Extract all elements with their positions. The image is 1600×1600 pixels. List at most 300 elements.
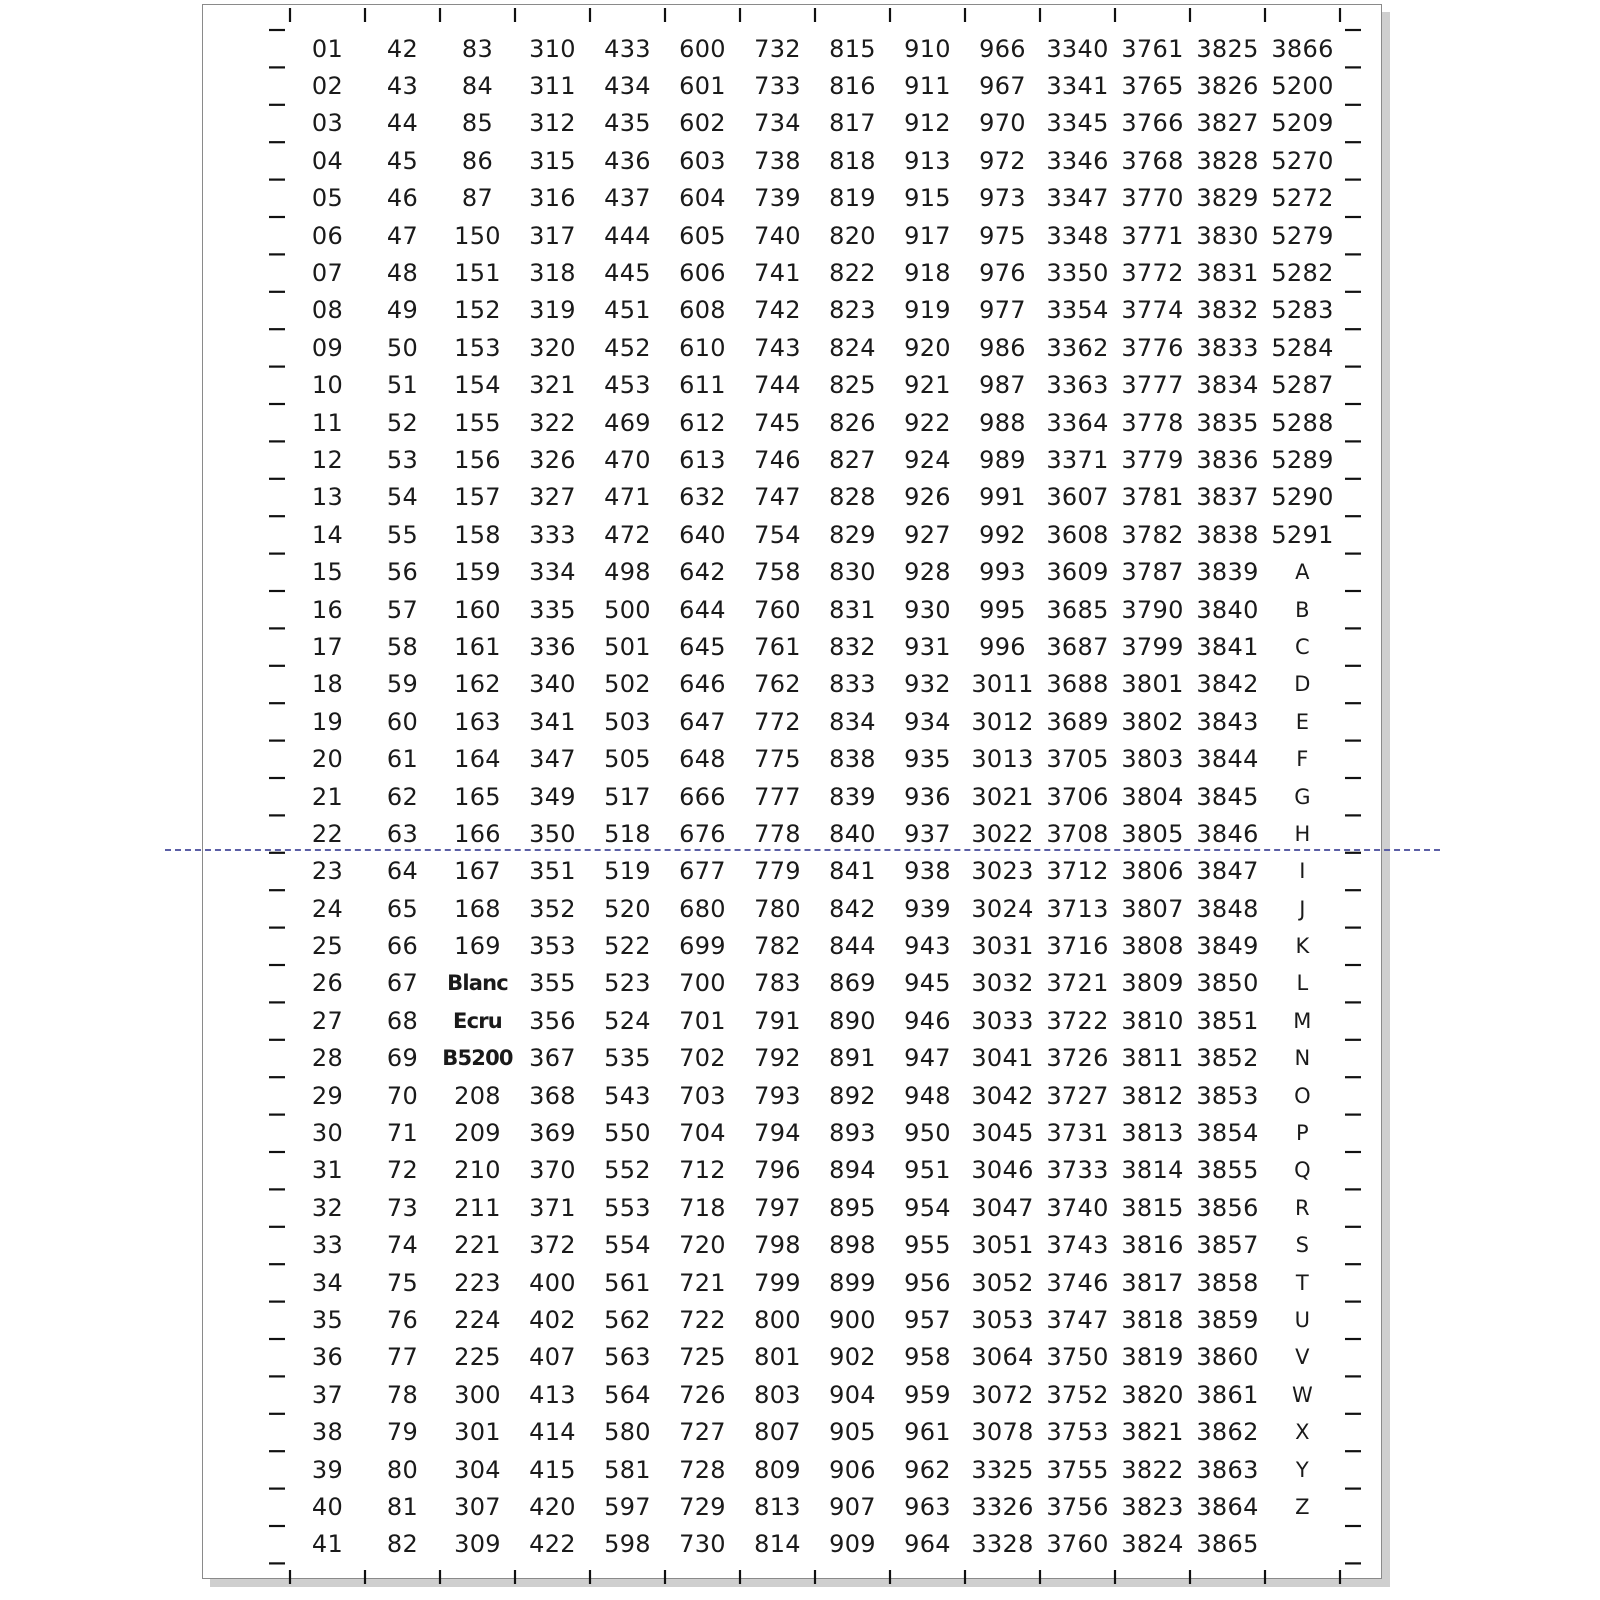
grid-cell: 3779 xyxy=(1121,445,1184,474)
grid-cell: 29 xyxy=(311,1081,344,1110)
grid-cell: 41 xyxy=(311,1530,344,1559)
grid-cell: 44 xyxy=(386,109,419,138)
grid-cell: 598 xyxy=(604,1530,651,1559)
grid-cell: 82 xyxy=(386,1530,419,1559)
grid-cell: 646 xyxy=(679,670,726,699)
grid-cell: 721 xyxy=(679,1268,726,1297)
grid-cell: 734 xyxy=(754,109,801,138)
grid-cell: 552 xyxy=(604,1156,651,1185)
grid-cell: 48 xyxy=(386,259,419,288)
grid-cell: 989 xyxy=(979,445,1026,474)
grid-cell: Z xyxy=(1295,1494,1310,1519)
grid-cell: 221 xyxy=(454,1231,501,1260)
grid-cell: 369 xyxy=(529,1119,576,1148)
grid-cell: 995 xyxy=(979,595,1026,624)
grid-cell: O xyxy=(1294,1083,1311,1108)
grid-cell: 3364 xyxy=(1046,408,1109,437)
grid-cell: 3820 xyxy=(1121,1380,1184,1409)
grid-cell: 522 xyxy=(604,932,651,961)
grid-cell: 40 xyxy=(311,1492,344,1521)
grid-cell: 3722 xyxy=(1046,1006,1109,1035)
grid-cell: 838 xyxy=(829,745,876,774)
grid-cell: 913 xyxy=(904,146,951,175)
grid-cell: 3746 xyxy=(1046,1268,1109,1297)
grid-cell: 581 xyxy=(604,1455,651,1484)
grid-cell: 453 xyxy=(604,371,651,400)
grid-cell: 904 xyxy=(829,1380,876,1409)
grid-cell: 320 xyxy=(529,333,576,362)
grid-cell: 945 xyxy=(904,969,951,998)
grid-cell: 743 xyxy=(754,333,801,362)
grid-cell: 502 xyxy=(604,670,651,699)
grid-cell: 580 xyxy=(604,1418,651,1447)
grid-cell: 372 xyxy=(529,1231,576,1260)
grid-cell: 161 xyxy=(454,632,501,661)
grid-cell: 927 xyxy=(904,520,951,549)
grid-cell: 349 xyxy=(529,782,576,811)
grid-cell: 932 xyxy=(904,670,951,699)
grid-cell: D xyxy=(1294,672,1311,697)
grid-cell: 81 xyxy=(386,1492,419,1521)
grid-cell: 3713 xyxy=(1046,894,1109,923)
grid-cell: 725 xyxy=(679,1343,726,1372)
grid-cell: 152 xyxy=(454,296,501,325)
grid-cell: 3765 xyxy=(1121,72,1184,101)
grid-cell: 3828 xyxy=(1196,146,1259,175)
grid-cell: 523 xyxy=(604,969,651,998)
grid-cell: 04 xyxy=(311,146,344,175)
grid-cell: 156 xyxy=(454,445,501,474)
grid-cell: 164 xyxy=(454,745,501,774)
grid-cell: 720 xyxy=(679,1231,726,1260)
grid-cell: 06 xyxy=(311,221,344,250)
grid-cell: 500 xyxy=(604,595,651,624)
grid-cell: 3837 xyxy=(1196,483,1259,512)
grid-cell: 742 xyxy=(754,296,801,325)
grid-cell: 3818 xyxy=(1121,1305,1184,1334)
grid-cell: 371 xyxy=(529,1193,576,1222)
grid-cell: 470 xyxy=(604,445,651,474)
grid-cell: 3821 xyxy=(1121,1418,1184,1447)
grid-cell: 3846 xyxy=(1196,819,1259,848)
grid-cell: 3823 xyxy=(1121,1492,1184,1521)
grid-cell: 3829 xyxy=(1196,184,1259,213)
grid-cell: 3812 xyxy=(1121,1081,1184,1110)
grid-cell: 813 xyxy=(754,1492,801,1521)
grid-cell: 3760 xyxy=(1046,1530,1109,1559)
grid-cell: 899 xyxy=(829,1268,876,1297)
grid-cell: 5284 xyxy=(1271,333,1334,362)
grid-cell: 647 xyxy=(679,707,726,736)
grid-cell: 3822 xyxy=(1121,1455,1184,1484)
grid-cell: 777 xyxy=(754,782,801,811)
grid-cell: 53 xyxy=(386,445,419,474)
grid-cell: 209 xyxy=(454,1119,501,1148)
grid-cell: 3022 xyxy=(971,819,1034,848)
grid-cell: 543 xyxy=(604,1081,651,1110)
grid-cell: 3836 xyxy=(1196,445,1259,474)
grid-cell: 157 xyxy=(454,483,501,512)
grid-cell: N xyxy=(1294,1046,1311,1071)
grid-cell: 800 xyxy=(754,1305,801,1334)
grid-cell: 700 xyxy=(679,969,726,998)
grid-cell: 632 xyxy=(679,483,726,512)
grid-cell: 928 xyxy=(904,558,951,587)
grid-cell: 400 xyxy=(529,1268,576,1297)
grid-cell: 892 xyxy=(829,1081,876,1110)
grid-cell: 3863 xyxy=(1196,1455,1259,1484)
grid-cell: 63 xyxy=(386,819,419,848)
grid-cell: 64 xyxy=(386,857,419,886)
grid-cell: 744 xyxy=(754,371,801,400)
grid-cell: 17 xyxy=(311,632,344,661)
grid-cell: 833 xyxy=(829,670,876,699)
grid-cell: 728 xyxy=(679,1455,726,1484)
grid-cell: 208 xyxy=(454,1081,501,1110)
grid-cell: 24 xyxy=(311,894,344,923)
grid-cell: 154 xyxy=(454,371,501,400)
grid-cell: 79 xyxy=(386,1418,419,1447)
grid-cell: E xyxy=(1295,709,1310,734)
grid-cell: 5282 xyxy=(1271,259,1334,288)
grid-cell: 86 xyxy=(461,146,494,175)
grid-cell: 340 xyxy=(529,670,576,699)
grid-cell: 5287 xyxy=(1271,371,1334,400)
grid-cell: 60 xyxy=(386,707,419,736)
grid-cell: Q xyxy=(1294,1158,1311,1183)
grid-cell: 905 xyxy=(829,1418,876,1447)
grid-cell: 918 xyxy=(904,259,951,288)
grid-cell: 733 xyxy=(754,72,801,101)
grid-cell: 3747 xyxy=(1046,1305,1109,1334)
grid-cell: 65 xyxy=(386,894,419,923)
grid-cell: 5290 xyxy=(1271,483,1334,512)
grid-cell: 819 xyxy=(829,184,876,213)
grid-cell: 45 xyxy=(386,146,419,175)
grid-cell: 23 xyxy=(311,857,344,886)
grid-cell: 936 xyxy=(904,782,951,811)
grid-cell: 3819 xyxy=(1121,1343,1184,1372)
grid-cell: 642 xyxy=(679,558,726,587)
grid-cell: 347 xyxy=(529,745,576,774)
grid-cell: 62 xyxy=(386,782,419,811)
grid-cell: 3825 xyxy=(1196,34,1259,63)
grid-cell: 501 xyxy=(604,632,651,661)
grid-cell: 3689 xyxy=(1046,707,1109,736)
grid-cell: 988 xyxy=(979,408,1026,437)
grid-cell: 11 xyxy=(311,408,344,437)
grid-cell: 3781 xyxy=(1121,483,1184,512)
grid-cell: 505 xyxy=(604,745,651,774)
grid-cell: 602 xyxy=(679,109,726,138)
grid-cell: 304 xyxy=(454,1455,501,1484)
grid-cell: 3852 xyxy=(1196,1044,1259,1073)
grid-cell: I xyxy=(1299,859,1306,884)
grid-cell: 56 xyxy=(386,558,419,587)
grid-cell: 3753 xyxy=(1046,1418,1109,1447)
grid-cell: 3371 xyxy=(1046,445,1109,474)
grid-cell: 718 xyxy=(679,1193,726,1222)
grid-cell: 701 xyxy=(679,1006,726,1035)
grid-cell: 3743 xyxy=(1046,1231,1109,1260)
grid-cell: 3755 xyxy=(1046,1455,1109,1484)
grid-cell: 3328 xyxy=(971,1530,1034,1559)
grid-cell: 318 xyxy=(529,259,576,288)
grid-cell: 3850 xyxy=(1196,969,1259,998)
grid-cell: 921 xyxy=(904,371,951,400)
grid-cell: 518 xyxy=(604,819,651,848)
grid-cell: 75 xyxy=(386,1268,419,1297)
grid-cell: 415 xyxy=(529,1455,576,1484)
grid-cell: 87 xyxy=(461,184,494,213)
grid-cell: 791 xyxy=(754,1006,801,1035)
grid-cell: 311 xyxy=(529,72,576,101)
grid-cell: 3865 xyxy=(1196,1530,1259,1559)
grid-cell: 740 xyxy=(754,221,801,250)
grid-cell: 823 xyxy=(829,296,876,325)
grid-cell: 19 xyxy=(311,707,344,736)
grid-cell: 895 xyxy=(829,1193,876,1222)
grid-cell: 3047 xyxy=(971,1193,1034,1222)
grid-cell: 5272 xyxy=(1271,184,1334,213)
grid-cell: 21 xyxy=(311,782,344,811)
grid-cell: 3607 xyxy=(1046,483,1109,512)
grid-cell: 3041 xyxy=(971,1044,1034,1073)
grid-cell: 762 xyxy=(754,670,801,699)
grid-cell: 3835 xyxy=(1196,408,1259,437)
grid-cell: 834 xyxy=(829,707,876,736)
grid-cell: 830 xyxy=(829,558,876,587)
grid-cell: 319 xyxy=(529,296,576,325)
grid-cell: 16 xyxy=(311,595,344,624)
grid-cell: 351 xyxy=(529,857,576,886)
grid-cell: 151 xyxy=(454,259,501,288)
grid-cell: 27 xyxy=(311,1006,344,1035)
grid-cell: 3013 xyxy=(971,745,1034,774)
grid-cell: 840 xyxy=(829,819,876,848)
grid-cell: 726 xyxy=(679,1380,726,1409)
grid-cell: 741 xyxy=(754,259,801,288)
grid-cell: 26 xyxy=(311,969,344,998)
grid-cell: 224 xyxy=(454,1305,501,1334)
grid-cell: 772 xyxy=(754,707,801,736)
grid-cell: 517 xyxy=(604,782,651,811)
grid-cell: A xyxy=(1295,560,1310,585)
grid-cell: T xyxy=(1295,1270,1310,1295)
grid-cell: 3811 xyxy=(1121,1044,1184,1073)
grid-cell: 3052 xyxy=(971,1268,1034,1297)
grid-cell: 3078 xyxy=(971,1418,1034,1447)
grid-cell: 677 xyxy=(679,857,726,886)
grid-cell: 22 xyxy=(311,819,344,848)
grid-cell: 919 xyxy=(904,296,951,325)
grid-cell: J xyxy=(1299,896,1306,921)
grid-cell: 775 xyxy=(754,745,801,774)
grid-cell: Ecru xyxy=(453,1008,502,1033)
grid-cell: 5270 xyxy=(1271,146,1334,175)
grid-cell: 32 xyxy=(311,1193,344,1222)
grid-cell: 3861 xyxy=(1196,1380,1259,1409)
grid-cell: 610 xyxy=(679,333,726,362)
grid-cell: 730 xyxy=(679,1530,726,1559)
grid-cell: 03 xyxy=(311,109,344,138)
grid-cell: 158 xyxy=(454,520,501,549)
grid-cell: 341 xyxy=(529,707,576,736)
grid-cell: 666 xyxy=(679,782,726,811)
grid-cell: 3808 xyxy=(1121,932,1184,961)
grid-cell: 5289 xyxy=(1271,445,1334,474)
grid-cell: 680 xyxy=(679,894,726,923)
grid-cell: 761 xyxy=(754,632,801,661)
grid-cell: 3799 xyxy=(1121,632,1184,661)
grid-cell: 793 xyxy=(754,1081,801,1110)
grid-cell: 817 xyxy=(829,109,876,138)
grid-cell: 420 xyxy=(529,1492,576,1521)
grid-cell: 77 xyxy=(386,1343,419,1372)
grid-cell: 704 xyxy=(679,1119,726,1148)
grid-cell: 3802 xyxy=(1121,707,1184,736)
grid-cell: 676 xyxy=(679,819,726,848)
grid-cell: 3790 xyxy=(1121,595,1184,624)
grid-cell: Y xyxy=(1295,1457,1310,1482)
grid-cell: 3774 xyxy=(1121,296,1184,325)
grid-cell: 3688 xyxy=(1046,670,1109,699)
grid-cell: 732 xyxy=(754,34,801,63)
grid-cell: 3839 xyxy=(1196,558,1259,587)
grid-cell: 966 xyxy=(979,34,1026,63)
grid-cell: 83 xyxy=(461,34,494,63)
grid-cell: 3346 xyxy=(1046,146,1109,175)
grid-cell: 3831 xyxy=(1196,259,1259,288)
grid-cell: 3023 xyxy=(971,857,1034,886)
grid-cell: 72 xyxy=(386,1156,419,1185)
grid-cell: 67 xyxy=(386,969,419,998)
grid-cell: 906 xyxy=(829,1455,876,1484)
grid-cell: 3832 xyxy=(1196,296,1259,325)
grid-cell: 815 xyxy=(829,34,876,63)
grid-cell: 799 xyxy=(754,1268,801,1297)
grid-cell: 350 xyxy=(529,819,576,848)
grid-cell: 166 xyxy=(454,819,501,848)
grid-cell: 37 xyxy=(311,1380,344,1409)
grid-cell: 891 xyxy=(829,1044,876,1073)
grid-cell: 782 xyxy=(754,932,801,961)
grid-cell: 922 xyxy=(904,408,951,437)
grid-cell: 3350 xyxy=(1046,259,1109,288)
grid-cell: 54 xyxy=(386,483,419,512)
grid-cell: 3843 xyxy=(1196,707,1259,736)
grid-cell: 155 xyxy=(454,408,501,437)
grid-cell: 3860 xyxy=(1196,1343,1259,1372)
grid-cell: L xyxy=(1296,971,1309,996)
grid-cell: 472 xyxy=(604,520,651,549)
grid-cell: 893 xyxy=(829,1119,876,1148)
grid-cell: 601 xyxy=(679,72,726,101)
grid-cell: 327 xyxy=(529,483,576,512)
grid-cell: 3777 xyxy=(1121,371,1184,400)
grid-cell: 3787 xyxy=(1121,558,1184,587)
grid-cell: 963 xyxy=(904,1492,951,1521)
grid-cell: 51 xyxy=(386,371,419,400)
grid-cell: 3046 xyxy=(971,1156,1034,1185)
grid-cell: 35 xyxy=(311,1305,344,1334)
grid-cell: 05 xyxy=(311,184,344,213)
grid-cell: 937 xyxy=(904,819,951,848)
grid-cell: 3033 xyxy=(971,1006,1034,1035)
grid-cell: 648 xyxy=(679,745,726,774)
grid-cell: 07 xyxy=(311,259,344,288)
grid-cell: 3756 xyxy=(1046,1492,1109,1521)
grid-cell: 597 xyxy=(604,1492,651,1521)
grid-cell: 34 xyxy=(311,1268,344,1297)
grid-cell: 57 xyxy=(386,595,419,624)
grid-cell: 317 xyxy=(529,221,576,250)
grid-cell: 5209 xyxy=(1271,109,1334,138)
grid-cell: 30 xyxy=(311,1119,344,1148)
grid-cell: 3772 xyxy=(1121,259,1184,288)
grid-cell: 746 xyxy=(754,445,801,474)
grid-cell: 758 xyxy=(754,558,801,587)
grid-cell: 825 xyxy=(829,371,876,400)
grid-cell: 3706 xyxy=(1046,782,1109,811)
grid-cell: P xyxy=(1296,1121,1309,1146)
grid-cell: 167 xyxy=(454,857,501,886)
grid-cell: 3814 xyxy=(1121,1156,1184,1185)
grid-cell: 414 xyxy=(529,1418,576,1447)
grid-cell: 3838 xyxy=(1196,520,1259,549)
grid-cell: 996 xyxy=(979,632,1026,661)
grid-cell: 355 xyxy=(529,969,576,998)
grid-cell: 926 xyxy=(904,483,951,512)
grid-cell: 74 xyxy=(386,1231,419,1260)
grid-cell: 33 xyxy=(311,1231,344,1260)
grid-cell: 959 xyxy=(904,1380,951,1409)
grid-cell: 3716 xyxy=(1046,932,1109,961)
grid-cell: 3830 xyxy=(1196,221,1259,250)
grid-cell: 535 xyxy=(604,1044,651,1073)
grid-cell: 3810 xyxy=(1121,1006,1184,1035)
grid-cell: 3859 xyxy=(1196,1305,1259,1334)
grid-cell: 3685 xyxy=(1046,595,1109,624)
grid-cell: 699 xyxy=(679,932,726,961)
grid-cell: 3362 xyxy=(1046,333,1109,362)
grid-cell: 3024 xyxy=(971,894,1034,923)
grid-cell: 3740 xyxy=(1046,1193,1109,1222)
grid-cell: 09 xyxy=(311,333,344,362)
grid-cell: 3853 xyxy=(1196,1081,1259,1110)
grid-cell: 498 xyxy=(604,558,651,587)
grid-cell: 951 xyxy=(904,1156,951,1185)
grid-cell: 300 xyxy=(454,1380,501,1409)
grid-cell: 3326 xyxy=(971,1492,1034,1521)
grid-cell: 5288 xyxy=(1271,408,1334,437)
grid-cell: 353 xyxy=(529,932,576,961)
grid-cell: 956 xyxy=(904,1268,951,1297)
grid-cell: 3854 xyxy=(1196,1119,1259,1148)
grid-cell: B5200 xyxy=(442,1046,513,1071)
grid-cell: S xyxy=(1295,1233,1310,1258)
grid-cell: 3804 xyxy=(1121,782,1184,811)
grid-cell: 935 xyxy=(904,745,951,774)
grid-cell: 760 xyxy=(754,595,801,624)
grid-cell: 3608 xyxy=(1046,520,1109,549)
grid-cell: 3752 xyxy=(1046,1380,1109,1409)
grid-cell: 3012 xyxy=(971,707,1034,736)
grid-cell: 3827 xyxy=(1196,109,1259,138)
grid-cell: 43 xyxy=(386,72,419,101)
grid-cell: 909 xyxy=(829,1530,876,1559)
grid-cell: 519 xyxy=(604,857,651,886)
